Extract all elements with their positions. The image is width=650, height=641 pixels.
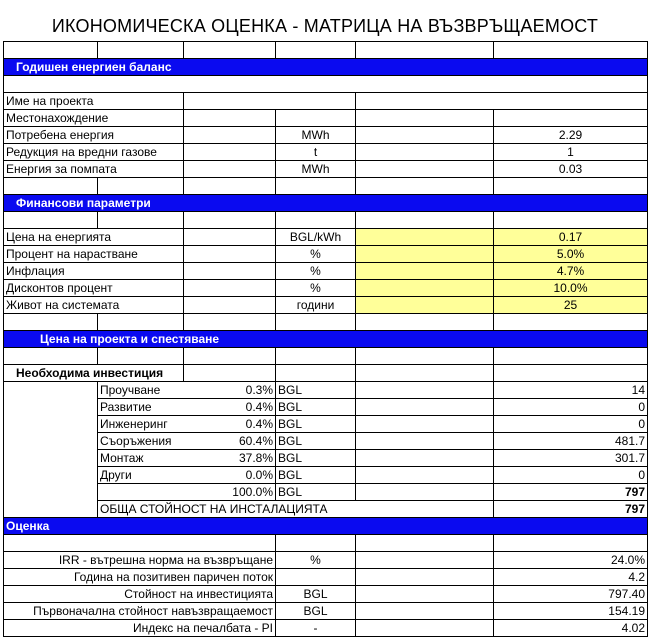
cell[interactable]: % <box>276 280 356 297</box>
section-header-cost <box>4 331 648 348</box>
table-row <box>4 467 648 484</box>
cell[interactable]: 797 <box>494 501 648 518</box>
section-header-finance <box>4 195 648 212</box>
empty-cell[interactable] <box>494 212 648 229</box>
cell[interactable]: 10.0% <box>494 280 648 297</box>
cell[interactable]: Финансови параметри <box>4 195 648 212</box>
empty-cell[interactable] <box>356 450 494 467</box>
empty-cell[interactable] <box>494 348 648 365</box>
empty-cell[interactable] <box>356 110 494 127</box>
empty-cell[interactable] <box>276 348 356 365</box>
cell[interactable]: 0 <box>494 416 648 433</box>
table-row <box>4 416 648 433</box>
empty-cell[interactable] <box>356 603 494 620</box>
cell[interactable]: Процент на нарастване <box>4 246 184 263</box>
cell[interactable]: BGL <box>276 484 356 501</box>
empty-cell[interactable] <box>4 484 98 501</box>
empty-cell[interactable] <box>494 110 648 127</box>
table-row <box>4 603 648 620</box>
cell[interactable]: 100.0% <box>184 484 276 501</box>
empty-cell[interactable] <box>4 212 98 229</box>
table-row <box>4 110 648 127</box>
table-row <box>4 399 648 416</box>
empty-cell[interactable] <box>356 399 494 416</box>
table-row <box>4 365 648 382</box>
empty-cell[interactable] <box>356 467 494 484</box>
table-row <box>4 161 648 178</box>
empty-cell[interactable] <box>184 365 276 382</box>
cell[interactable]: Дисконтов процент <box>4 280 184 297</box>
cell[interactable]: 60.4% <box>184 433 276 450</box>
cell[interactable]: 0.4% <box>184 399 276 416</box>
empty-cell[interactable] <box>98 348 184 365</box>
table-row <box>4 280 648 297</box>
empty-cell[interactable] <box>356 178 494 195</box>
table-row <box>4 382 648 399</box>
empty-cell[interactable] <box>184 314 276 331</box>
cell[interactable]: години <box>276 297 356 314</box>
empty-cell[interactable] <box>356 127 494 144</box>
empty-cell[interactable] <box>184 127 276 144</box>
cell[interactable]: Съоръжения <box>98 433 184 450</box>
empty-cell[interactable] <box>184 229 276 246</box>
cell[interactable]: 4.7% <box>494 263 648 280</box>
cell[interactable]: Редукция на вредни газове <box>4 144 184 161</box>
table-row <box>4 450 648 467</box>
empty-cell[interactable] <box>184 144 276 161</box>
empty-cell[interactable] <box>356 42 494 59</box>
empty-cell[interactable] <box>494 365 648 382</box>
empty-cell[interactable] <box>356 433 494 450</box>
empty-cell[interactable] <box>4 535 276 552</box>
cell[interactable]: BGL <box>276 382 356 399</box>
cell[interactable]: ОБЩА СТОЙНОСТ НА ИНСТАЛАЦИЯТА <box>98 501 494 518</box>
cell[interactable]: Инженеринг <box>98 416 184 433</box>
empty-cell[interactable] <box>356 569 494 586</box>
empty-cell[interactable] <box>98 314 184 331</box>
empty-cell[interactable] <box>4 450 98 467</box>
empty-cell[interactable] <box>356 552 494 569</box>
cell[interactable]: BGL/kWh <box>276 229 356 246</box>
table-row <box>4 127 648 144</box>
empty-cell[interactable] <box>276 110 356 127</box>
cell[interactable]: BGL <box>276 586 356 603</box>
empty-cell[interactable] <box>184 161 276 178</box>
cell[interactable]: BGL <box>276 603 356 620</box>
empty-cell[interactable] <box>356 144 494 161</box>
empty-cell[interactable] <box>356 93 648 110</box>
table-row <box>4 433 648 450</box>
empty-cell[interactable] <box>184 212 276 229</box>
empty-cell[interactable] <box>184 297 276 314</box>
cell[interactable]: 2.29 <box>494 127 648 144</box>
cell[interactable]: 154.19 <box>494 603 648 620</box>
cell[interactable]: Стойност на инвестицията <box>4 586 276 603</box>
empty-cell[interactable] <box>184 110 276 127</box>
empty-cell[interactable] <box>4 433 98 450</box>
cell[interactable]: % <box>276 263 356 280</box>
empty-cell[interactable] <box>356 620 494 637</box>
cell[interactable]: Инфлация <box>4 263 184 280</box>
cell[interactable]: Цена на енергията <box>4 229 184 246</box>
empty-cell[interactable] <box>184 178 276 195</box>
empty-cell[interactable] <box>98 212 184 229</box>
section-header-evaluation <box>4 518 648 535</box>
empty-cell[interactable] <box>4 42 98 59</box>
empty-cell[interactable] <box>4 76 648 93</box>
table-row <box>4 552 648 569</box>
empty-cell[interactable] <box>276 365 356 382</box>
empty-cell[interactable] <box>356 416 494 433</box>
empty-cell[interactable] <box>4 382 98 399</box>
empty-cell[interactable] <box>356 280 494 297</box>
table-row <box>4 620 648 637</box>
cell[interactable]: 0.17 <box>494 229 648 246</box>
sheet-title: ИКОНОМИЧЕСКА ОЦЕНКА - МАТРИЦА НА ВЪЗВРЪЩАЕМОСТ <box>51 16 599 36</box>
cell[interactable]: 0.3% <box>184 382 276 399</box>
cell[interactable]: BGL <box>276 399 356 416</box>
cell[interactable]: 25 <box>494 297 648 314</box>
empty-cell[interactable] <box>184 348 276 365</box>
cell[interactable]: Име на проекта <box>4 93 184 110</box>
empty-cell[interactable] <box>356 348 494 365</box>
cell[interactable]: 1 <box>494 144 648 161</box>
empty-cell[interactable] <box>356 314 494 331</box>
cell[interactable]: MWh <box>276 161 356 178</box>
empty-cell[interactable] <box>98 42 184 59</box>
cell[interactable]: 14 <box>494 382 648 399</box>
empty-cell[interactable] <box>4 501 98 518</box>
cell[interactable]: MWh <box>276 127 356 144</box>
cell[interactable]: Първоначална стойност навъзвращаемост <box>4 603 276 620</box>
cell[interactable]: Оценка <box>4 518 648 535</box>
cell[interactable]: 24.0% <box>494 552 648 569</box>
table-row <box>4 93 648 110</box>
empty-cell[interactable] <box>494 178 648 195</box>
empty-cell[interactable] <box>494 42 648 59</box>
empty-cell[interactable] <box>356 484 494 501</box>
table-row-total <box>4 484 648 501</box>
cell[interactable]: BGL <box>276 467 356 484</box>
cell[interactable]: 0.4% <box>184 416 276 433</box>
cell[interactable]: 797.40 <box>494 586 648 603</box>
empty-cell[interactable] <box>98 484 184 501</box>
cell[interactable]: t <box>276 144 356 161</box>
cell[interactable]: Монтаж <box>98 450 184 467</box>
cell[interactable]: 5.0% <box>494 246 648 263</box>
empty-cell[interactable] <box>356 382 494 399</box>
empty-cell[interactable] <box>184 42 276 59</box>
cell[interactable]: 0 <box>494 399 648 416</box>
empty-cell[interactable] <box>276 212 356 229</box>
matrix-table <box>3 41 648 637</box>
cell[interactable]: 0.0% <box>184 467 276 484</box>
table-row <box>4 569 648 586</box>
cell[interactable]: Проучване <box>98 382 184 399</box>
empty-cell[interactable] <box>356 297 494 314</box>
cell[interactable]: Годишен енергиен баланс <box>4 59 648 76</box>
empty-cell[interactable] <box>184 246 276 263</box>
empty-cell[interactable] <box>4 178 98 195</box>
cell[interactable] <box>276 569 356 586</box>
cell[interactable]: Други <box>98 467 184 484</box>
cell[interactable]: 4.02 <box>494 620 648 637</box>
empty-cell[interactable] <box>356 263 494 280</box>
table-row <box>4 144 648 161</box>
cell[interactable]: Местонахождение <box>4 110 184 127</box>
empty-cell[interactable] <box>356 586 494 603</box>
empty-cell[interactable] <box>356 365 494 382</box>
empty-cell[interactable] <box>4 467 98 484</box>
cell[interactable]: Необходима инвестиция <box>4 365 184 382</box>
empty-cell[interactable] <box>184 263 276 280</box>
empty-cell[interactable] <box>494 535 648 552</box>
cell[interactable]: 0.03 <box>494 161 648 178</box>
empty-cell[interactable] <box>276 535 356 552</box>
cell[interactable]: Година на позитивен паричен поток <box>4 569 276 586</box>
empty-cell[interactable] <box>356 535 494 552</box>
cell[interactable]: BGL <box>276 416 356 433</box>
empty-cell[interactable] <box>4 348 98 365</box>
empty-cell[interactable] <box>4 399 98 416</box>
empty-cell[interactable] <box>184 280 276 297</box>
empty-cell[interactable] <box>356 229 494 246</box>
cell[interactable]: Енергия за помпата <box>4 161 184 178</box>
empty-cell[interactable] <box>98 178 184 195</box>
table-row <box>4 246 648 263</box>
cell[interactable]: Потребена енергия <box>4 127 184 144</box>
cell[interactable]: 481.7 <box>494 433 648 450</box>
cell[interactable]: 37.8% <box>184 450 276 467</box>
cell[interactable]: BGL <box>276 450 356 467</box>
empty-cell[interactable] <box>184 93 356 110</box>
empty-cell[interactable] <box>494 314 648 331</box>
cell[interactable]: Цена на проекта и спестяване <box>4 331 648 348</box>
cell[interactable]: Развитие <box>98 399 184 416</box>
section-header-energy <box>4 59 648 76</box>
cell[interactable]: Индекс на печалбата - PI <box>4 620 276 637</box>
cell[interactable]: 4.2 <box>494 569 648 586</box>
cell[interactable]: Живот на системата <box>4 297 184 314</box>
table-row <box>4 297 648 314</box>
cell[interactable]: 797 <box>494 484 648 501</box>
empty-cell[interactable] <box>356 161 494 178</box>
cell[interactable]: 301.7 <box>494 450 648 467</box>
cell[interactable]: BGL <box>276 433 356 450</box>
empty-cell[interactable] <box>4 416 98 433</box>
empty-cell[interactable] <box>4 314 98 331</box>
empty-cell[interactable] <box>276 178 356 195</box>
empty-cell[interactable] <box>276 314 356 331</box>
table-row-install-total <box>4 501 648 518</box>
cell[interactable]: % <box>276 552 356 569</box>
cell[interactable]: IRR - вътрешна норма на възвръщане <box>4 552 276 569</box>
empty-cell[interactable] <box>356 212 494 229</box>
table-row <box>4 263 648 280</box>
cell[interactable]: - <box>276 620 356 637</box>
empty-cell[interactable] <box>356 246 494 263</box>
table-row <box>4 229 648 246</box>
cell[interactable]: 0 <box>494 467 648 484</box>
table-row <box>4 586 648 603</box>
cell[interactable]: % <box>276 246 356 263</box>
empty-cell[interactable] <box>276 42 356 59</box>
